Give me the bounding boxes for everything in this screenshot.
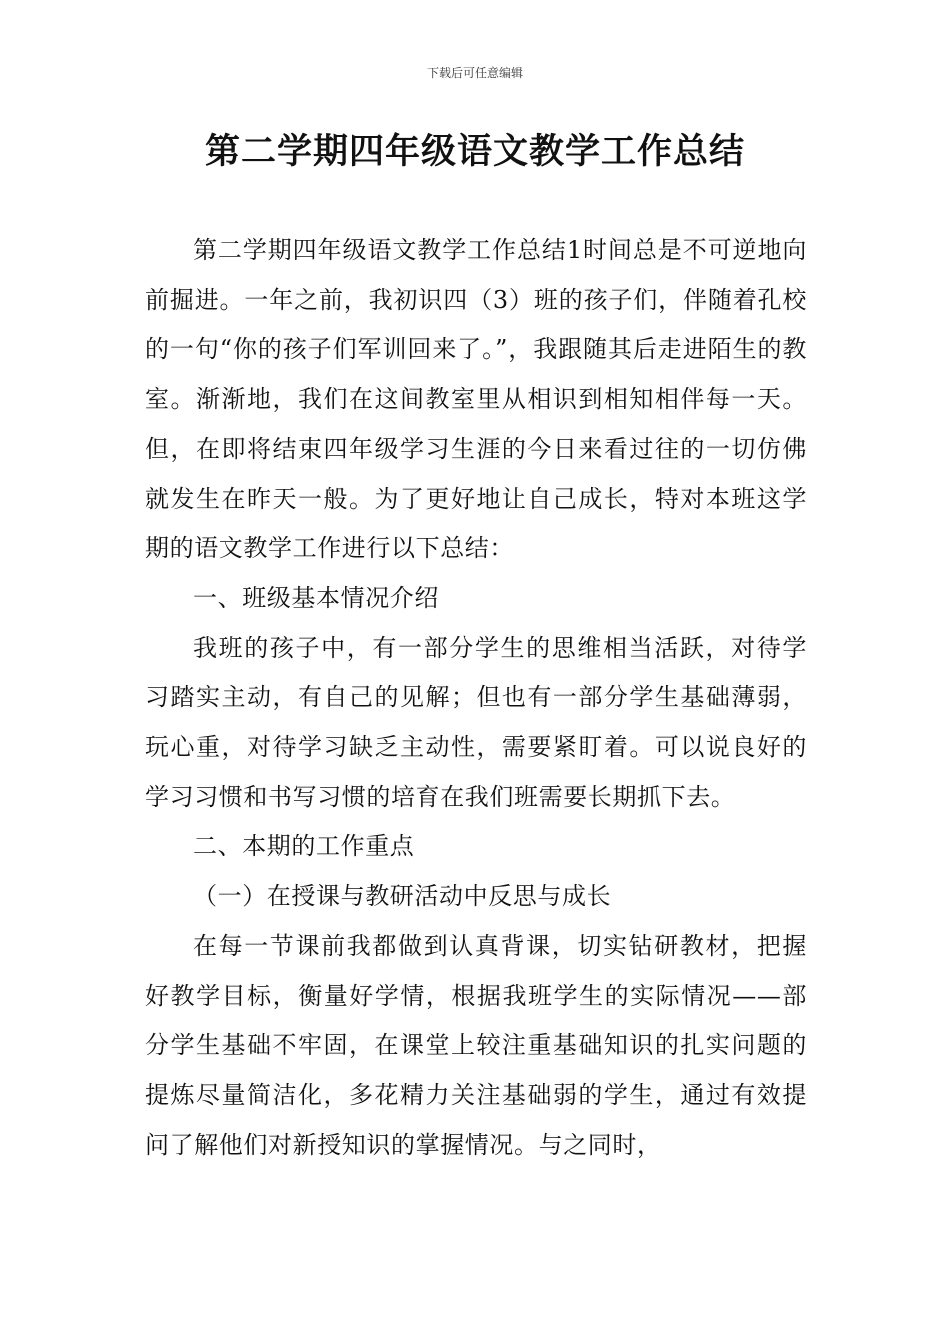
header-note: 下载后可任意编辑 (426, 66, 523, 80)
subsection-heading-teaching-research: （一）在授课与教研活动中反思与成长 (193, 882, 612, 911)
document-title: 第二学期四年级语文教学工作总结 (204, 132, 745, 172)
section-heading-class-overview: 一、班级基本情况介绍 (193, 583, 439, 612)
section-heading-work-focus: 二、本期的工作重点 (193, 832, 415, 861)
paragraph-class-overview: 我班的孩子中，有一部分学生的思维相当活跃，对待学习踏实主动，有自己的见解；但也有一部分学生基础薄弱，玩心重，对待学习缺乏主动性，需要紧盯着。可以说良好的学习习惯和书写习惯的培育在我们班需要长期抓下去。 (145, 633, 807, 811)
paragraph-intro: 第二学期四年级语文教学工作总结1时间总是不可逆地向前掘进。一年之前，我初识四（3）班的孩子们，伴随着孔校的一句“你的孩子们军训回来了。”，我跟随其后走进陌生的教室。渐渐地，我们在这间教室里从相识到相知相伴每一天。但，在即将结束四年级学习生涯的今日来看过往的一切仿佛就发生在昨天一般。为了更好地让自己成长，特对本班这学期的语文教学工作进行以下总结： (145, 236, 807, 563)
document-body (145, 226, 807, 1170)
paragraph-teaching-research: 在每一节课前我都做到认真背课，切实钻研教材，把握好教学目标，衡量好学情，根据我班学生的实际情况——部分学生基础不牢固，在课堂上较注重基础知识的扎实问题的提炼尽量简洁化，多花精力关注基础弱的学生，通过有效提问了解他们对新授知识的掌握情况。与之同时， (145, 931, 807, 1159)
